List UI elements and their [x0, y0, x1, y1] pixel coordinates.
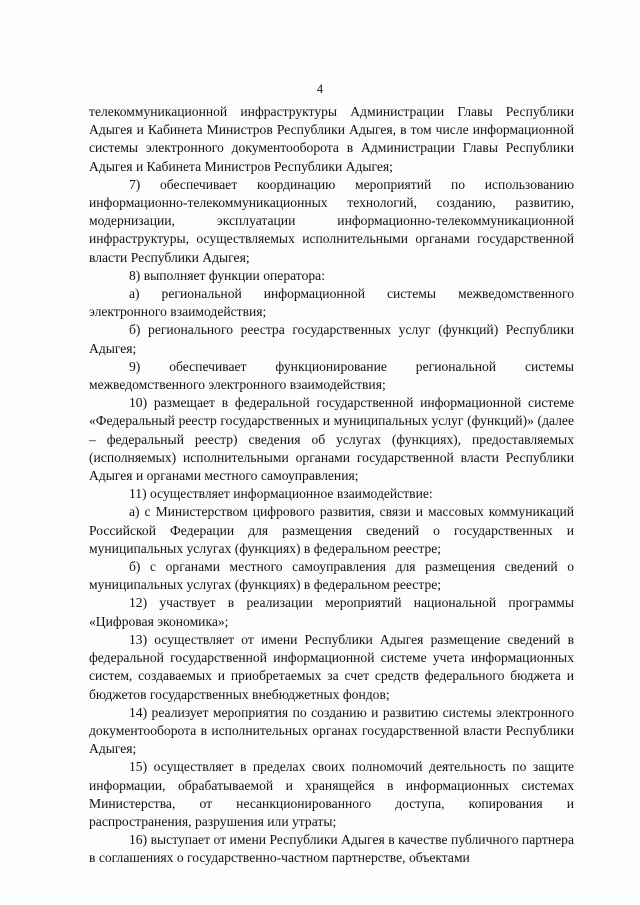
paragraph: 16) выступает от имени Республики Адыгея в качестве публичного партнера в соглашениях о государственно-частном партнерстве, объектами: [89, 832, 574, 866]
paragraph: 14) реализует мероприятия по созданию и развитию системы электронного документооборота в исполнительных органах государственной власти Республики Адыгея;: [89, 704, 574, 757]
paragraph: а) с Министерством цифрового развития, связи и массовых коммуникаций Российской Федерации для размещения сведений о государственных и муниципальных услугах (функциях) в федеральном реестре;: [89, 504, 574, 556]
paragraph: 13) осуществляет от имени Республики Адыгея размещение сведений в федеральной государственной информационной системе учета информационных систем, создаваемых и приобретаемых за счет средств федерального бюджета и бюджетов государственных внебюджетных фондов;: [89, 631, 574, 702]
paragraph: а) региональной информационной системы межведомственного электронного взаимодействия;: [89, 286, 574, 320]
paragraph: 12) участвует в реализации мероприятий национальной программы «Цифровая экономика»;: [89, 595, 574, 629]
paragraph: 9) обеспечивает функционирование региональной системы межведомственного электронного взаимодействия;: [89, 358, 574, 393]
body-text: [89, 103, 574, 868]
page-number: 4: [316, 82, 324, 96]
paragraph: 7) обеспечивает координацию мероприятий по использованию информационно-телекоммуникационных технологий, созданию, развитию, модернизации, эксплуатации информационно-телекоммуникационной инфраструктуры, осуществляемых исполнительными органами государственной власти Республики Адыгея;: [89, 176, 574, 265]
paragraph: 8) выполняет функции оператора:: [129, 267, 325, 283]
paragraph: б) с органами местного самоуправления для размещения сведений о муниципальных услугах (функциях) в федеральном реестре;: [89, 559, 574, 593]
paragraph: 11) осуществляет информационное взаимодействие:: [129, 486, 433, 502]
paragraph: 15) осуществляет в пределах своих полномочий деятельность по защите информации, обрабатываемой и хранящейся в информационных системах Министерства, от несанкционированного доступа, копирования и распространения, разрушения или утраты;: [89, 759, 574, 829]
paragraph: телекоммуникационной инфраструктуры Администрации Главы Республики Адыгея и Кабинета Министров Республики Адыгея, в том числе информационной системы электронного документооборота в Администрации Главы Республики Адыгея и Кабинета Министров Республики Адыгея;: [89, 104, 574, 174]
paragraph: 10) размещает в федеральной государственной информационной системе «Федеральный реестр государственных и муниципальных услуг (функций)» (далее – федеральный реестр) сведения об услугах (функциях), предоставляемых (исполняемых) исполнительными органами государственной власти Республики Адыгея и органами местного самоуправления;: [89, 395, 574, 484]
paragraph: б) регионального реестра государственных услуг (функций) Республики Адыгея;: [89, 322, 574, 356]
